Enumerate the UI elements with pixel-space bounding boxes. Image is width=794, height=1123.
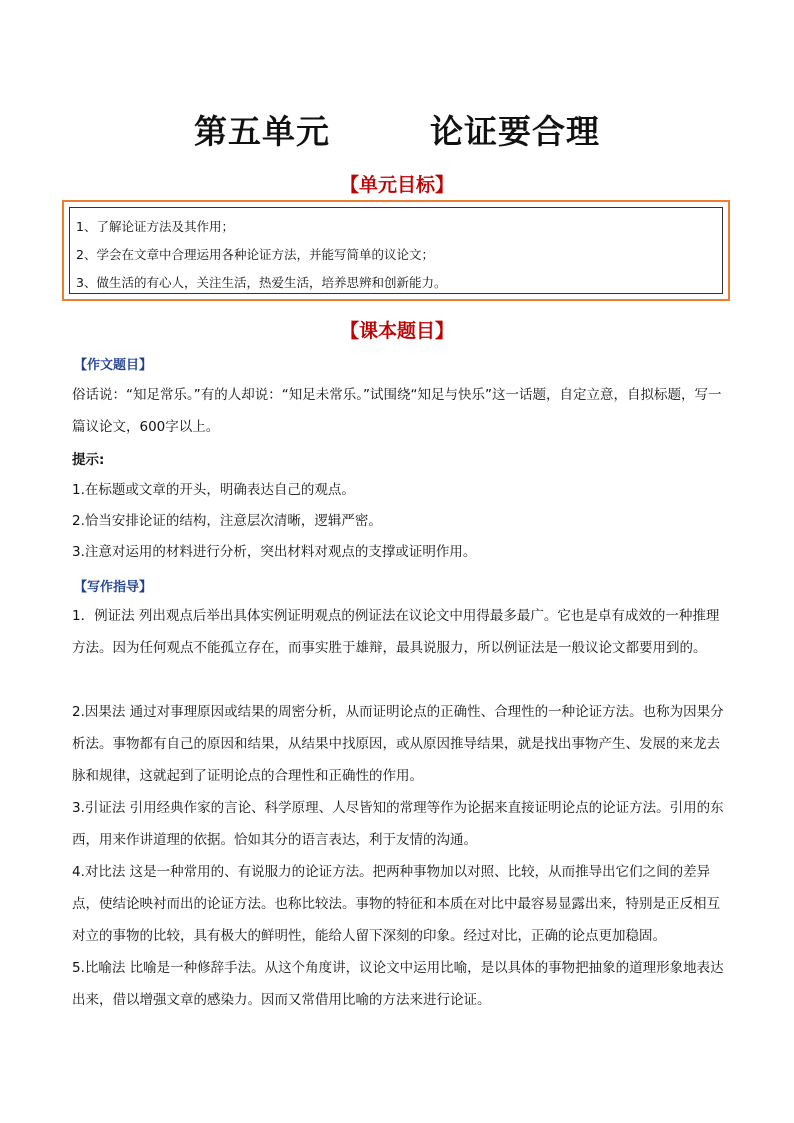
guide-item-1: 1．例证法 列出观点后举出具体实例证明观点的例证法在议论文中用得最多最广。它也是卓有成效的一种推理方法。因为任何观点不能孤立存在，而事实胜于雄辩，最具说服力，所以例证法是一般议论文都要用到的。 [72,608,720,656]
tip-item-1: 1.在标题或文章的开头，明确表达自己的观点。 [72,482,355,498]
title-unit: 第五单元 [194,112,330,151]
page-title [0,106,794,153]
composition-text: 俗话说：“知足常乐。”有的人却说：“知足未常乐。”试围绕“知足与快乐”这一话题，自定立意，自拟标题，写一篇议论文，600字以上。 [72,387,722,435]
goal-item-3: 3、做生活的有心人，关注生活，热爱生活，培养思辨和创新能力。 [76,275,447,290]
tips-heading: 提示: [72,452,105,468]
goal-item-1: 1、了解论证方法及其作用； [76,219,234,234]
guide-item-3: 3.引证法 引用经典作家的言论、科学原理、人尽皆知的常理等作为论据来直接证明论点的论证方法。引用的东西，用来作讲道理的依据。恰如其分的语言表达，利于友情的沟通。 [72,800,724,848]
tip-item-3: 3.注意对运用的材料进行分析，突出材料对观点的支撑或证明作用。 [72,544,477,560]
unit-goals-box [62,200,730,301]
title-topic: 论证要合理 [430,112,600,151]
writing-guide-heading: 【写作指导】 [74,580,153,595]
composition-heading: 【作文题目】 [74,358,153,373]
tip-item-2: 2.恰当安排论证的结构，注意层次清晰，逻辑严密。 [72,513,382,529]
goal-item-2: 2、学会在文章中合理运用各种论证方法，并能写简单的议论文； [76,247,434,262]
guide-item-5: 5.比喻法 比喻是一种修辞手法。从这个角度讲，议论文中运用比喻，是以具体的事物把抽象的道理形象地表达出来，借以增强文章的感染力。因而又常借用比喻的方法来进行论证。 [72,960,724,1008]
guide-item-4: 4.对比法 这是一种常用的、有说服力的论证方法。把两种事物加以对照、比较，从而推导出它们之间的差异点，使结论映衬而出的论证方法。也称比较法。事物的特征和本质在对比中最容易显露出来，特别是正反相互对立的事物的比较，具有极大的鲜明性，能给人留下深刻的印象。经过对比，正确的论点更加稳固。 [72,864,720,944]
unit-goals-inner [69,207,723,294]
guide-item-2: 2.因果法 通过对事理原因或结果的周密分析，从而证明论点的正确性、合理性的一种论证方法。也称为因果分析法。事物都有自己的原因和结果，从结果中找原因，或从原因推导结果，就是找出事物产生、发展的来龙去脉和规律，这就起到了证明论点的合理性和正确性的作用。 [72,704,724,784]
unit-goals-heading: 【单元目标】 [339,174,454,196]
textbook-topic-heading: 【课本题目】 [339,320,454,342]
